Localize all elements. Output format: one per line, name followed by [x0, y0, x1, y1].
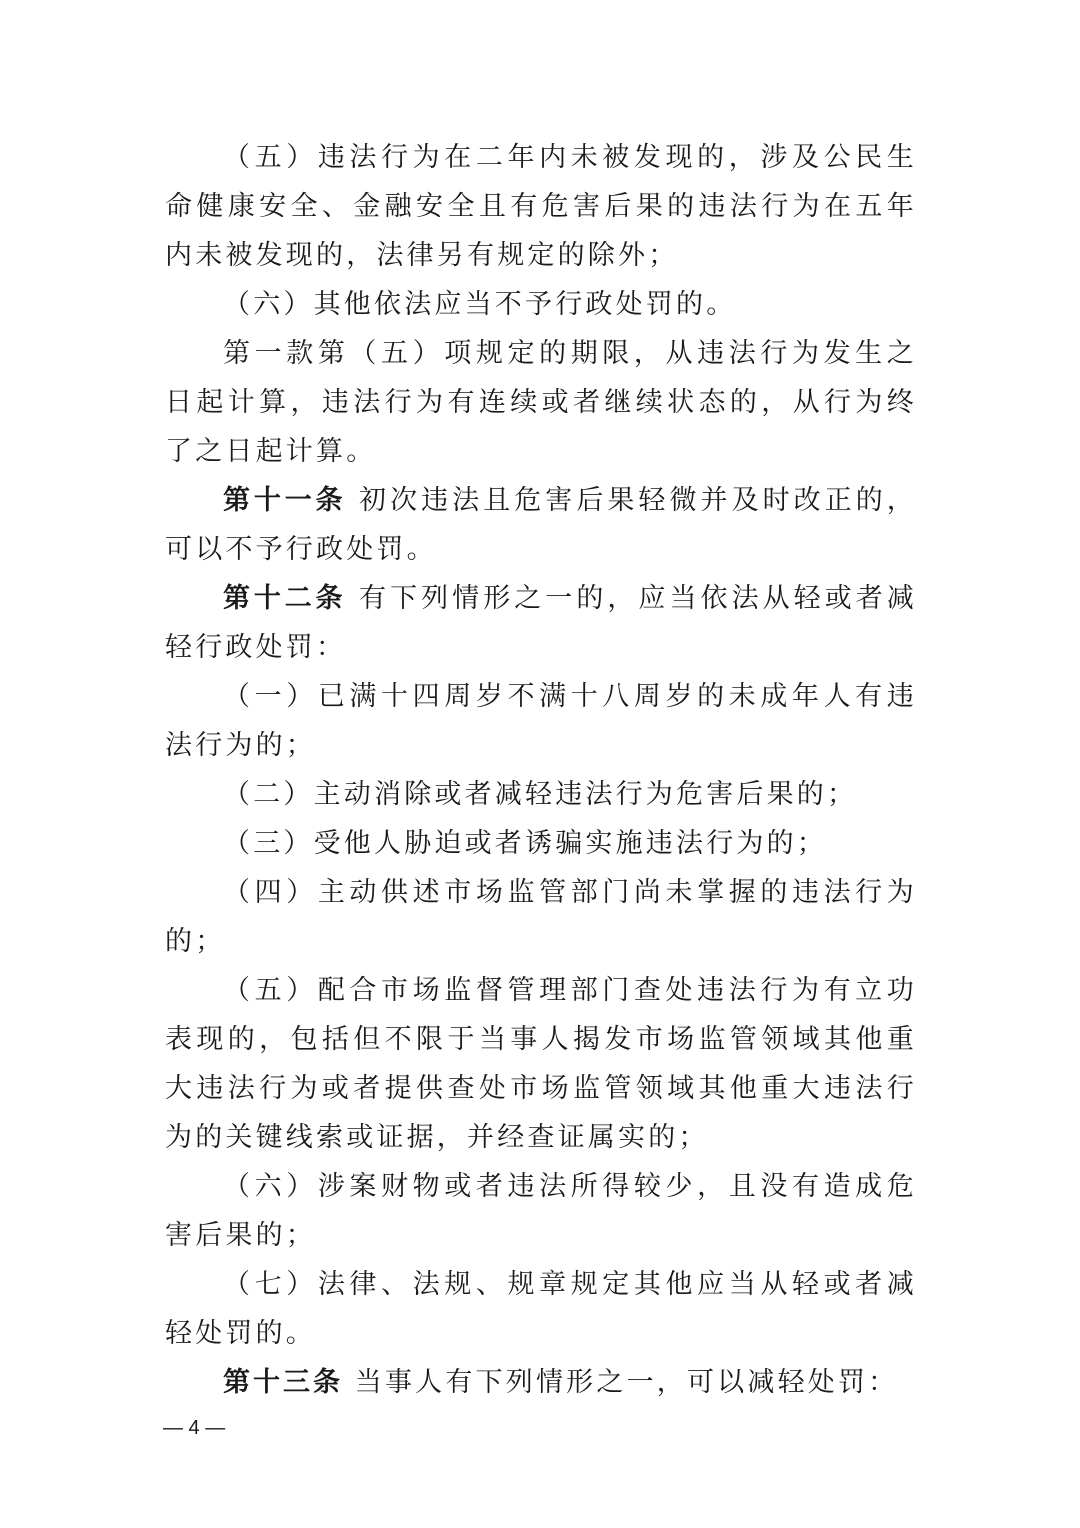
- paragraph-text: （二）主动消除或者减轻违法行为危害后果的；: [223, 779, 858, 810]
- article-heading: 第十二条: [223, 583, 347, 614]
- article-12-item-1: [165, 672, 917, 770]
- paragraph-text: 有下列情形之一的，应当依法从轻或者减轻行政处罚：: [165, 583, 917, 663]
- article-11: [165, 476, 917, 574]
- paragraph-text: （一）已满十四周岁不满十八周岁的未成年人有违法行为的；: [165, 681, 917, 761]
- article-12-item-7: [165, 1260, 917, 1358]
- paragraph-text: （六）其他依法应当不予行政处罚的。: [223, 289, 737, 320]
- paragraph-item-5: [165, 133, 917, 280]
- article-12-item-5: [165, 966, 917, 1162]
- paragraph-text: （七）法律、法规、规章规定其他应当从轻或者减轻处罚的。: [165, 1269, 917, 1349]
- article-12-item-6: [165, 1162, 917, 1260]
- article-12-item-2: [165, 770, 917, 819]
- paragraph-text: 当事人有下列情形之一，可以减轻处罚：: [343, 1367, 899, 1398]
- article-heading: 第十三条: [223, 1367, 343, 1398]
- paragraph-text: （五）配合市场监督管理部门查处违法行为有立功表现的，包括但不限于当事人揭发市场监管领域其他重大违法行为或者提供查处市场监管领域其他重大违法行为的关键线索或证据，并经查证属实的；: [165, 975, 917, 1153]
- article-heading: 第十一条: [223, 485, 347, 516]
- paragraph-text: （四）主动供述市场监管部门尚未掌握的违法行为的；: [165, 877, 917, 957]
- paragraph-text: （三）受他人胁迫或者诱骗实施违法行为的；: [223, 828, 827, 859]
- paragraph-text: （五）违法行为在二年内未被发现的，涉及公民生命健康安全、金融安全且有危害后果的违法行为在五年内未被发现的，法律另有规定的除外；: [165, 142, 917, 271]
- paragraph-period-clause: [165, 329, 917, 476]
- page-number: — 4 —: [163, 1417, 226, 1439]
- paragraph-item-6: [165, 280, 917, 329]
- document-body: [165, 133, 917, 1407]
- paragraph-text: 第一款第（五）项规定的期限，从违法行为发生之日起计算，违法行为有连续或者继续状态的，从行为终了之日起计算。: [165, 338, 917, 467]
- article-12-item-4: [165, 868, 917, 966]
- article-12-item-3: [165, 819, 917, 868]
- paragraph-text: 初次违法且危害后果轻微并及时改正的，可以不予行政处罚。: [165, 485, 917, 565]
- paragraph-text: （六）涉案财物或者违法所得较少，且没有造成危害后果的；: [165, 1171, 917, 1251]
- article-12: [165, 574, 917, 672]
- article-13: [165, 1358, 917, 1407]
